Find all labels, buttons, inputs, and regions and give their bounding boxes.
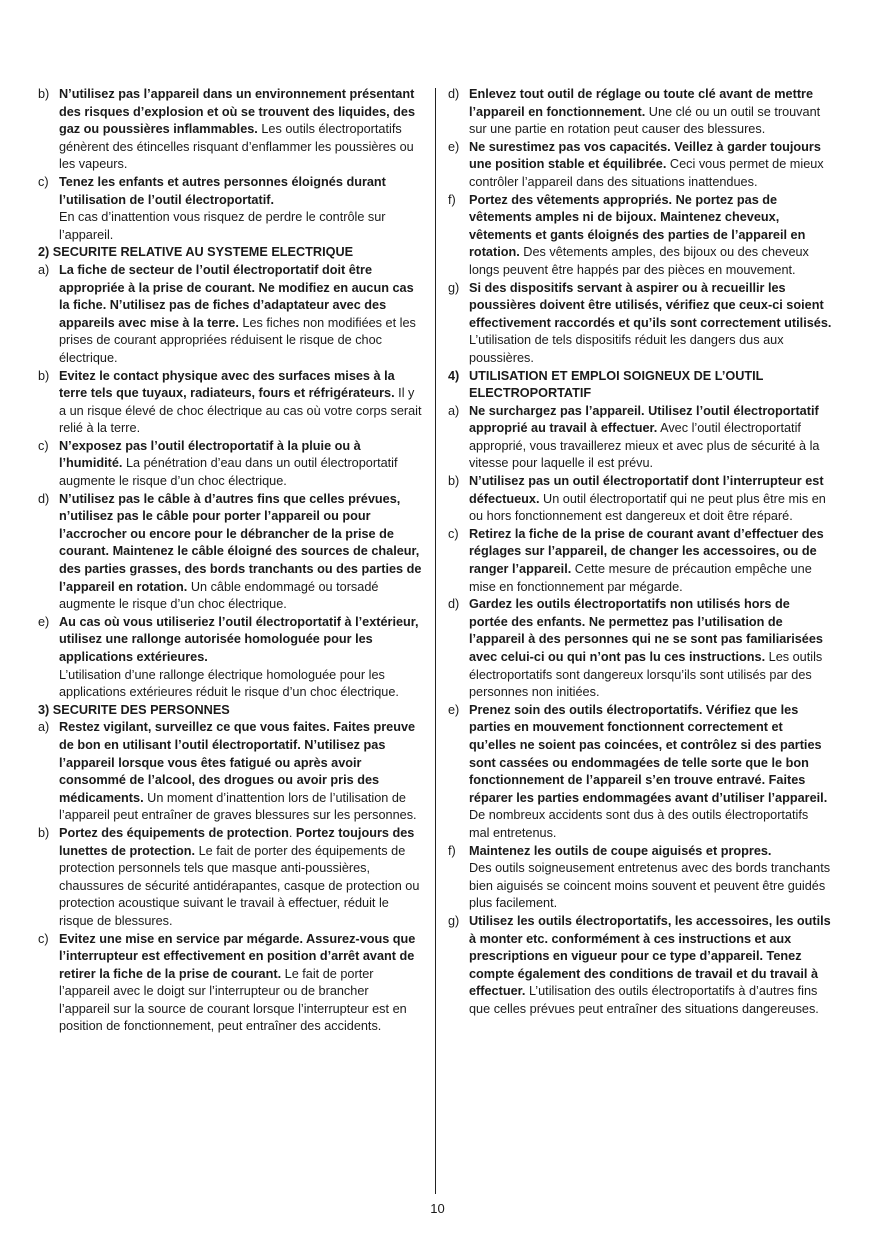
instruction-item — [38, 174, 422, 244]
item-text: Des outils soigneusement entretenus avec des bords tranchants bien aiguisés se coincent moins souvent et peuvent être guidés plus facilement. — [469, 861, 831, 911]
item-bold-text: N’exposez pas l’outil électroportatif à la pluie ou à l’humidité. — [59, 438, 361, 471]
item-text: Le fait de porter des équipements de protection personnels tels que masque anti-poussières, chaussures de sécurité antidérapantes, casque de protection ou protection acoustique suivant le travail à effectuer, réduit le risque de blessures. — [59, 843, 420, 928]
instruction-item — [38, 491, 422, 614]
item-text: Ceci vous permet de mieux contrôler l’appareil dans des situations inattendues. — [469, 157, 824, 189]
item-bold-text: Portez des vêtements appropriés. Ne portez pas de vêtements amples ni de bijoux. Maintenez cheveux, vêtements et gants éloignés des parties de l’appareil en rotation. — [469, 192, 806, 260]
item-letter: c) — [38, 931, 49, 946]
item-bold-text: Ne surchargez pas l’appareil. Utilisez l’outil électroportatif approprié au travail à effectuer. — [469, 403, 819, 436]
item-letter: c) — [448, 526, 459, 541]
item-text: De nombreux accidents sont dus à des outils électroportatifs mal entretenus. — [469, 808, 809, 840]
instruction-item — [38, 262, 422, 368]
item-bold-text: La fiche de secteur de l’outil électroportatif doit être appropriée à la prise de courant. Ne modifiez en aucun cas la fiche. N’utilisez pas de fiches d’adaptateur avec des appareils avec mise à la terre. — [59, 262, 414, 330]
item-text: Un câble endommagé ou torsadé augmente le risque d’un choc électrique. — [59, 579, 379, 612]
item-letter: b) — [38, 825, 50, 840]
instruction-item — [448, 913, 832, 1019]
item-letter: g) — [448, 280, 460, 295]
section-title: UTILISATION ET EMPLOI SOIGNEUX DE L’OUTIL ELECTROPORTATIF — [469, 368, 764, 401]
item-bold-text: Ne surestimez pas vos capacités. Veillez à garder toujours une position stable et équilibrée. — [469, 139, 821, 172]
instruction-item — [38, 368, 422, 438]
item-letter: f) — [448, 192, 456, 207]
instruction-item — [448, 86, 832, 139]
item-text: Cette mesure de précaution empêche une mise en fonctionnement par mégarde. — [469, 562, 812, 594]
item-letter: f) — [448, 843, 456, 858]
item-letter: e) — [448, 702, 460, 717]
item-letter: e) — [38, 614, 50, 629]
item-text: Le fait de porter l’appareil avec le doigt sur l’interrupteur ou de brancher l’appareil sur la source de courant lorsque l’interrupteur est en position de fonctionnement, peut entraîner des accidents. — [59, 966, 407, 1034]
item-text: En cas d’inattention vous risquez de perdre le contrôle sur l’appareil. — [59, 210, 386, 242]
item-text: Un outil électroportatif qui ne peut plus être mis en ou hors fonctionnement est dangereux et doit être réparé. — [469, 491, 826, 524]
item-bold-text: N’utilisez pas un outil électroportatif dont l’interrupteur est défectueux. — [469, 474, 824, 506]
item-letter: c) — [38, 438, 49, 453]
item-bold-text: Tenez les enfants et autres personnes éloignés durant l’utilisation de l’outil électroportatif. — [59, 174, 386, 207]
item-text: Avec l’outil électroportatif approprié, vous travaillerez mieux et avec plus de sécurité à la vitesse pour laquelle il est prévu. — [469, 421, 820, 471]
section-number: 4) — [448, 368, 460, 383]
item-text: L’utilisation des outils électroportatifs à d’autres fins que celles prévues peut entraîner des situations dangereuses. — [469, 984, 819, 1016]
item-letter: d) — [448, 597, 460, 612]
item-bold-text: Si des dispositifs servant à aspirer ou à recueillir les poussières doivent être utilisés, vérifiez que ceux-ci soient effectivement raccordés et qu’ils sont correctement utilisés. — [469, 280, 832, 330]
item-text: Les fiches non modifiées et les prises de courant appropriées réduisent le risque de choc électrique. — [59, 315, 416, 365]
item-letter: b) — [448, 474, 460, 489]
instruction-item — [38, 438, 422, 491]
section-heading: 3) SECURITE DES PERSONNES — [38, 702, 230, 717]
instruction-item — [38, 614, 422, 702]
instruction-item — [38, 719, 422, 825]
item-bold-text: Retirez la fiche de la prise de courant avant d’effectuer des réglages sur l’appareil, de changer les accessoires, ou de ranger l’appareil. — [469, 526, 824, 577]
item-letter: g) — [448, 913, 460, 928]
instruction-item — [448, 843, 832, 913]
item-bold-text: Maintenez les outils de coupe aiguisés et propres. — [469, 843, 772, 858]
instruction-item — [448, 280, 832, 368]
page-number: 10 — [430, 1201, 445, 1216]
item-bold-text: N’utilisez pas l’appareil dans un environnement présentant des risques d’explosion et où se trouvent des liquides, des gaz ou poussières inflammables. — [59, 87, 416, 137]
item-separator: . — [288, 825, 296, 840]
item-letter: c) — [38, 174, 49, 189]
item-bold-text: Evitez le contact physique avec des surfaces mises à la terre tels que tuyaux, radiateurs, fours et réfrigérateurs. — [59, 368, 395, 401]
item-bold-text: Evitez une mise en service par mégarde. Assurez-vous que l’interrupteur est effectivement en position d’arrêt avant de retirer la fiche de la prise de courant. — [59, 931, 416, 981]
item-letter: d) — [38, 491, 50, 506]
item-bold-text: Prenez soin des outils électroportatifs. Vérifiez que les parties en mouvement fonctionnent correctement et qu’elles ne soient pas coincées, et contrôlez si des parties sont cassées ou endommagées de telle sorte que le bon fonctionnement de l’appareil s’en trouve entravé. Faites réparer les parties endommagées avant d’utiliser l’appareil. — [469, 702, 828, 805]
section-heading — [448, 368, 832, 403]
item-letter: a) — [38, 262, 50, 277]
instruction-item — [448, 473, 832, 526]
item-letter: a) — [38, 720, 50, 735]
item-bold-text: N’utilisez pas le câble à d’autres fins que celles prévues, n’utilisez pas le câble pour porter l’appareil ou pour l’accrocher ou encore pour le débrancher de la prise de courant. Maintenez le câble éloigné des sources de chaleur, des parties grasses, des bords tranchants ou des parties de l’appareil en rotation. — [59, 491, 422, 594]
item-text: Les outils électroportatifs génèrent des étincelles risquant d’enflammer les poussières ou les vapeurs. — [59, 122, 414, 172]
instruction-item — [448, 403, 832, 473]
section-heading: 2) SECURITE RELATIVE AU SYSTEME ELECTRIQUE — [38, 245, 354, 260]
item-bold-text: Utilisez les outils électroportatifs, les accessoires, les outils à monter etc. conformément à ces instructions et aux prescriptions en vigueur pour ce type d’appareil. Tenez compte également des conditions de travail et du travail à effectuer. — [469, 913, 831, 999]
item-letter: e) — [448, 139, 460, 154]
item-bold-text: Portez des équipements de protection — [59, 825, 289, 840]
item-bold-text: Au cas où vous utiliseriez l’outil électroportatif à l’extérieur, utilisez une rallonge autorisée homologuée pour les applications extérieures. — [59, 614, 419, 664]
instruction-item — [448, 526, 832, 596]
instruction-item — [38, 86, 422, 174]
item-letter: d) — [448, 87, 460, 101]
item-letter: b) — [38, 87, 50, 101]
item-bold-text: Restez vigilant, surveillez ce que vous faites. Faites preuve de bon en utilisant l’outil électroportatif. N’utilisez pas l’appareil lorsque vous êtes fatigué ou après avoir consommé de l’alcool, des drogues ou avoir pris des médicaments. — [59, 720, 416, 805]
item-letter: b) — [38, 368, 50, 383]
instruction-item — [448, 702, 832, 843]
item-text: Un moment d’inattention lors de l’utilisation de l’appareil peut entraîner de graves blessures sur les personnes. — [59, 790, 417, 823]
item-bold-text: Enlevez tout outil de réglage ou toute clé avant de mettre l’appareil en fonctionnement. — [469, 87, 814, 119]
item-text: L’utilisation de tels dispositifs réduit les dangers dus aux poussières. — [469, 333, 784, 365]
column-divider — [435, 88, 436, 1194]
item-letter: a) — [448, 403, 460, 418]
item-text: Une clé ou un outil se trouvant sur une partie en rotation peut causer des blessures. — [469, 104, 821, 137]
left-column — [38, 86, 422, 1036]
instruction-item — [448, 596, 832, 702]
item-text: Il y a un risque élevé de choc électrique au cas où votre corps serait relié à la terre. — [59, 386, 422, 436]
instruction-item — [38, 931, 422, 1037]
item-text: La pénétration d’eau dans un outil électroportatif augmente le risque d’un choc électrique. — [59, 456, 398, 489]
item-text: L’utilisation d’une rallonge électrique homologuée pour les applications extérieures réduit le risque d’un choc électrique. — [59, 667, 399, 700]
instruction-item — [38, 825, 422, 931]
instruction-item — [448, 139, 832, 192]
right-column — [448, 86, 832, 1018]
item-bold-text: Gardez les outils électroportatifs non utilisés hors de portée des enfants. Ne permettez pas l’utilisation de l’appareil à des personnes qui ne se sont pas familiarisées avec celui-ci ou qui n’ont pas lu ces instructions. — [469, 597, 823, 664]
item-text: Les outils électroportatifs sont dangereux lorsqu’ils sont utilisés par des personnes non initiées. — [469, 650, 823, 700]
item-bold-text: Portez toujours des lunettes de protection. — [59, 825, 415, 858]
item-text: Des vêtements amples, des bijoux ou des cheveux longs peuvent être happés par des pièces en mouvement. — [469, 245, 809, 277]
instruction-item — [448, 192, 832, 280]
